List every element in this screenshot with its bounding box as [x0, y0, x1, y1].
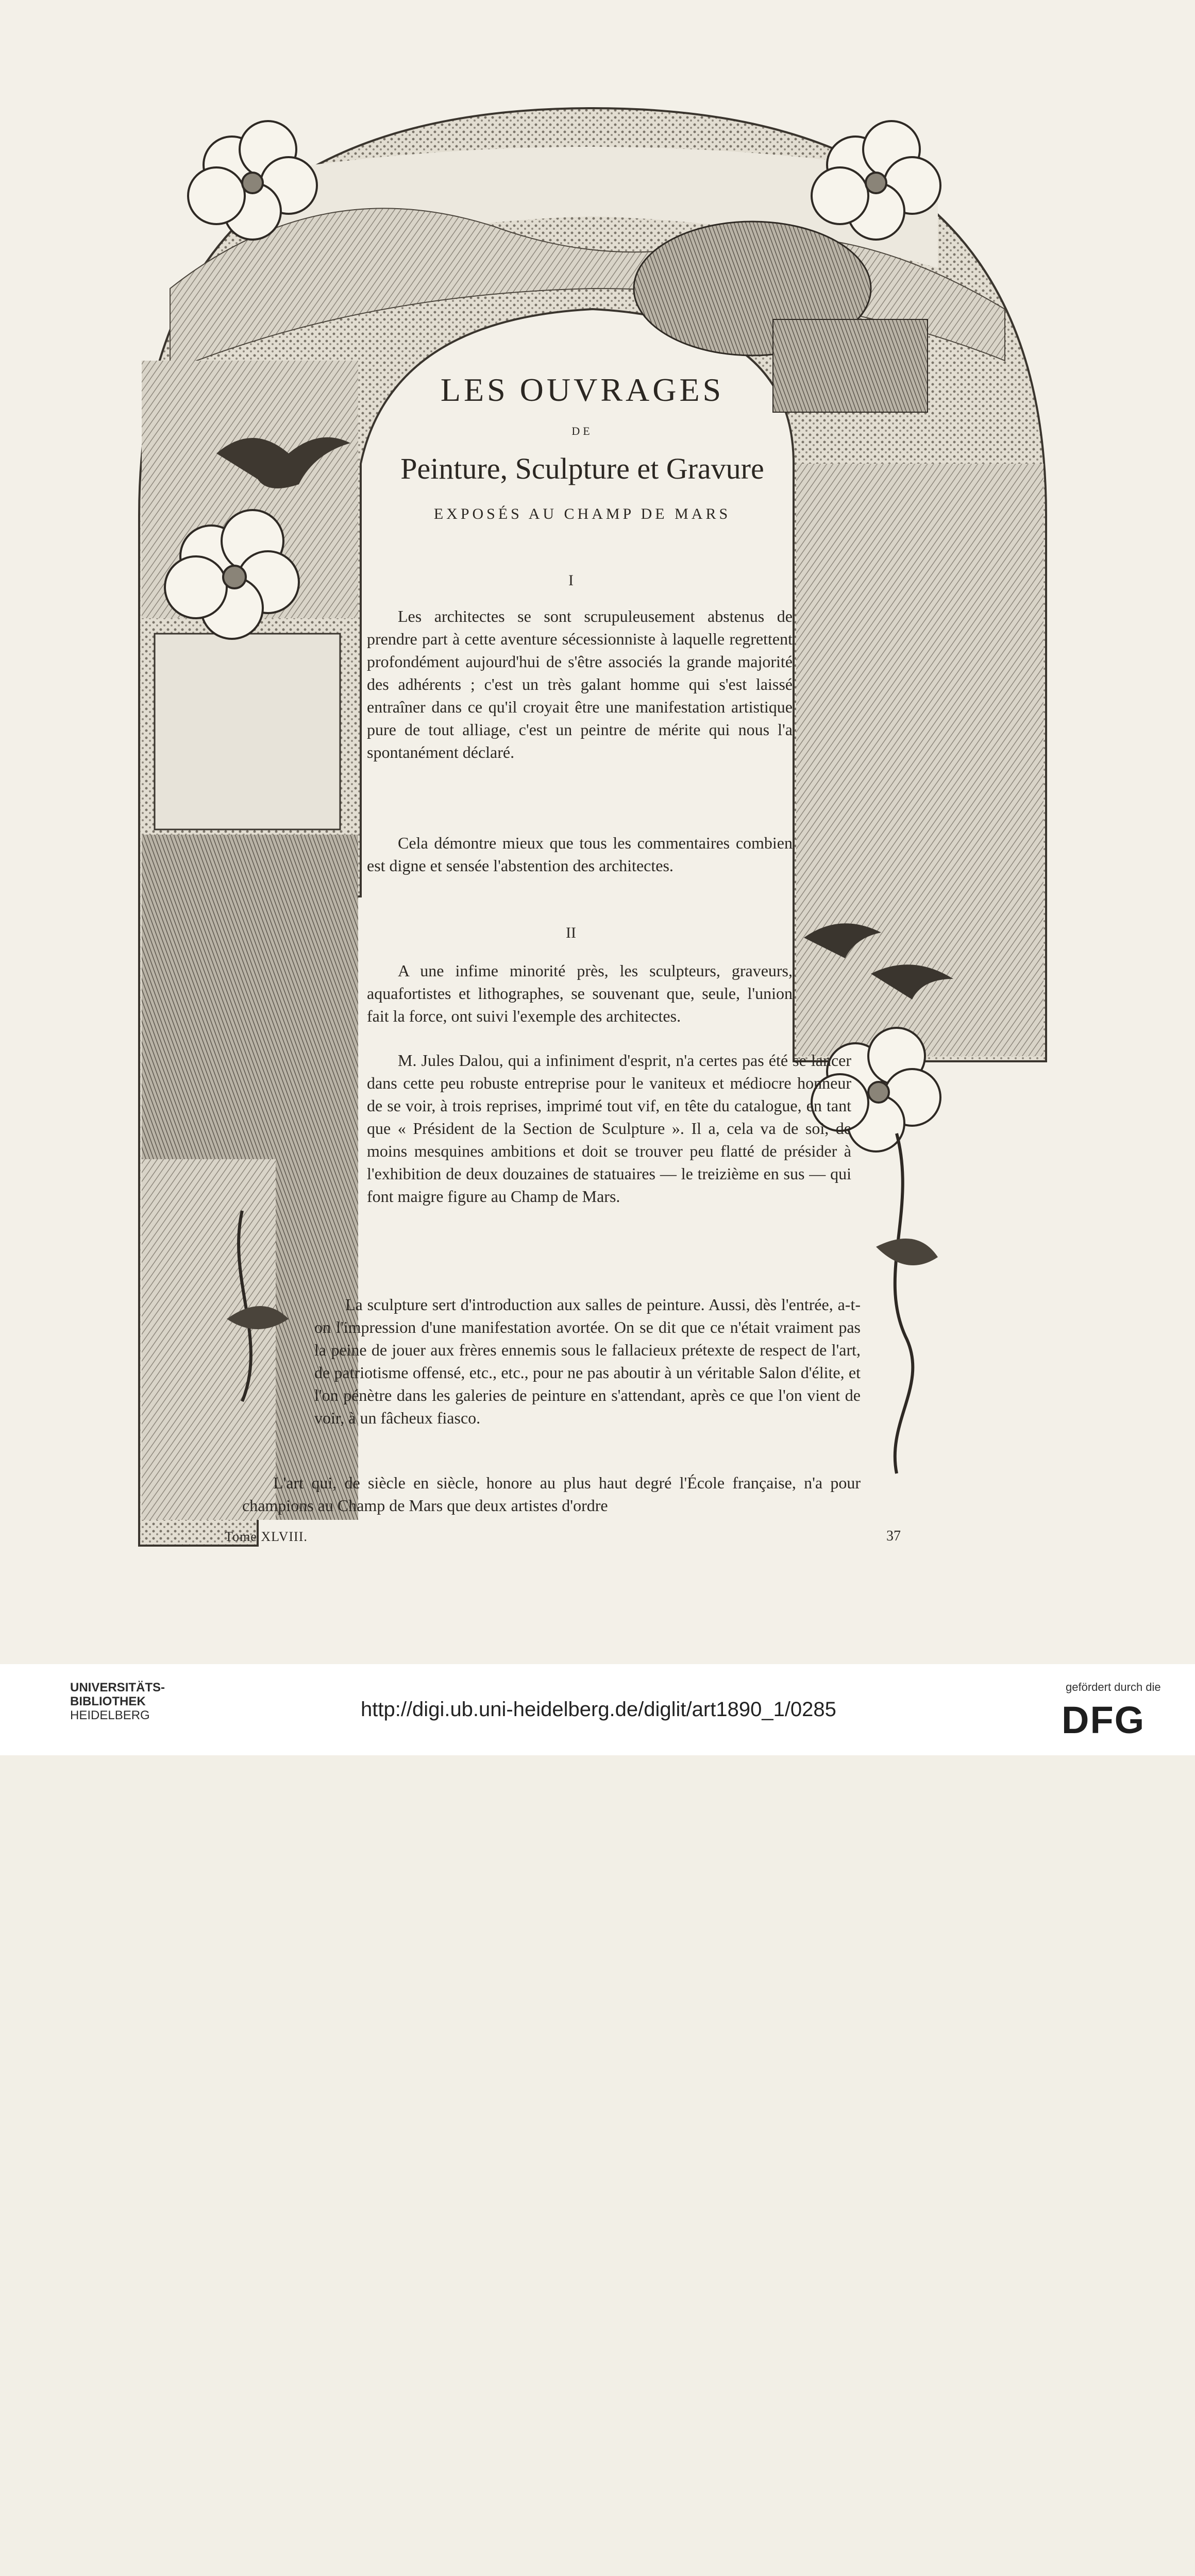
section-number-1: I [568, 572, 574, 589]
page-number: 37 [886, 1528, 901, 1544]
title-block [361, 371, 804, 523]
title-exposed: EXPOSÉS AU CHAMP DE MARS [433, 505, 731, 522]
section-number-2: II [566, 924, 576, 941]
dfg-logo: DFG [1062, 1699, 1146, 1741]
title-de: DE [571, 425, 593, 437]
flower-panel [155, 634, 340, 829]
section2-paragraph-2: M. Jules Dalou, qui a infiniment d'esprit, n'a certes pas été se lancer dans cette peu robuste entreprise pour le vaniteux et médiocre honneur de se voir, à trois reprises, imprimé tout vif, en tête du catalogue, en tant que « Président de la Section de Sculpture ». Il a, cela va de soi, de moins mesquines ambitions et doit se trouver peu flatté de présider à l'exhibition de deux douzaines de statuaires — le treizième en sus — qui font maigre figure au Champ de Mars. [367, 1051, 851, 1206]
library-name [70, 1681, 165, 1722]
library-name-line2: BIBLIOTHEK [70, 1694, 146, 1708]
permalink-url[interactable]: http://digi.ub.uni-heidelberg.de/diglit/art1890_1/0285 [361, 1698, 836, 1721]
funded-by-label: gefördert durch die [1066, 1681, 1161, 1693]
volume-label: Tome XLVIII. [225, 1529, 308, 1544]
section2-paragraph-1: A une infime minorité près, les sculpteurs, graveurs, aquafortistes et lithographes, se souvenant que, seule, l'union fait la force, ont suivi l'exemple des architectes. [367, 961, 793, 1025]
section1-paragraph-2: Cela démontre mieux que tous les commentaires combien est digne et sensée l'abstention des architectes. [367, 834, 793, 875]
leaf-right [876, 1239, 938, 1265]
title-main: LES OUVRAGES [440, 371, 725, 408]
library-name-line1: UNIVERSITÄTS- [70, 1681, 165, 1694]
vine-right [895, 1133, 913, 1473]
title-subtitle: Peinture, Sculpture et Gravure [400, 452, 764, 485]
section2-paragraph-3: La sculpture sert d'introduction aux salles de peinture. Aussi, dès l'entrée, a-t-on l'impression d'une manifestation avortée. On se dit que ce n'était vraiment pas la peine de jouer aux frères ennemis sous le fallacieux prétexte de respect de l'art, de patriotisme offensé, etc., etc., pour ne pas aboutir à un véritable Salon d'élite, et l'on pénètre dans les galeries de peinture en s'attendant, après ce que l'on vient de voir, à un fâcheux fiasco. [314, 1295, 861, 1427]
water [142, 1159, 276, 1520]
section1-paragraph-1: Les architectes se sont scrupuleusement abstenus de prendre part à cette aventure sécessionniste à laquelle regrettent profondément aujourd'hui de s'être associés la grande majorité des adhérents ; c'est un très galant homme qui s'est laissé entraîner dans ce qu'il croyait être une manifestation artistique pure de tout alliage, c'est un peintre de mérite qui nous l'a spontanément déclaré. [367, 607, 793, 761]
section2-paragraph-4: L'art qui, de siècle en siècle, honore au plus haut degré l'École française, n'a pour champions au Champ de Mars que deux artistes d'ordre [242, 1473, 861, 1515]
library-name-line3: HEIDELBERG [70, 1708, 150, 1722]
